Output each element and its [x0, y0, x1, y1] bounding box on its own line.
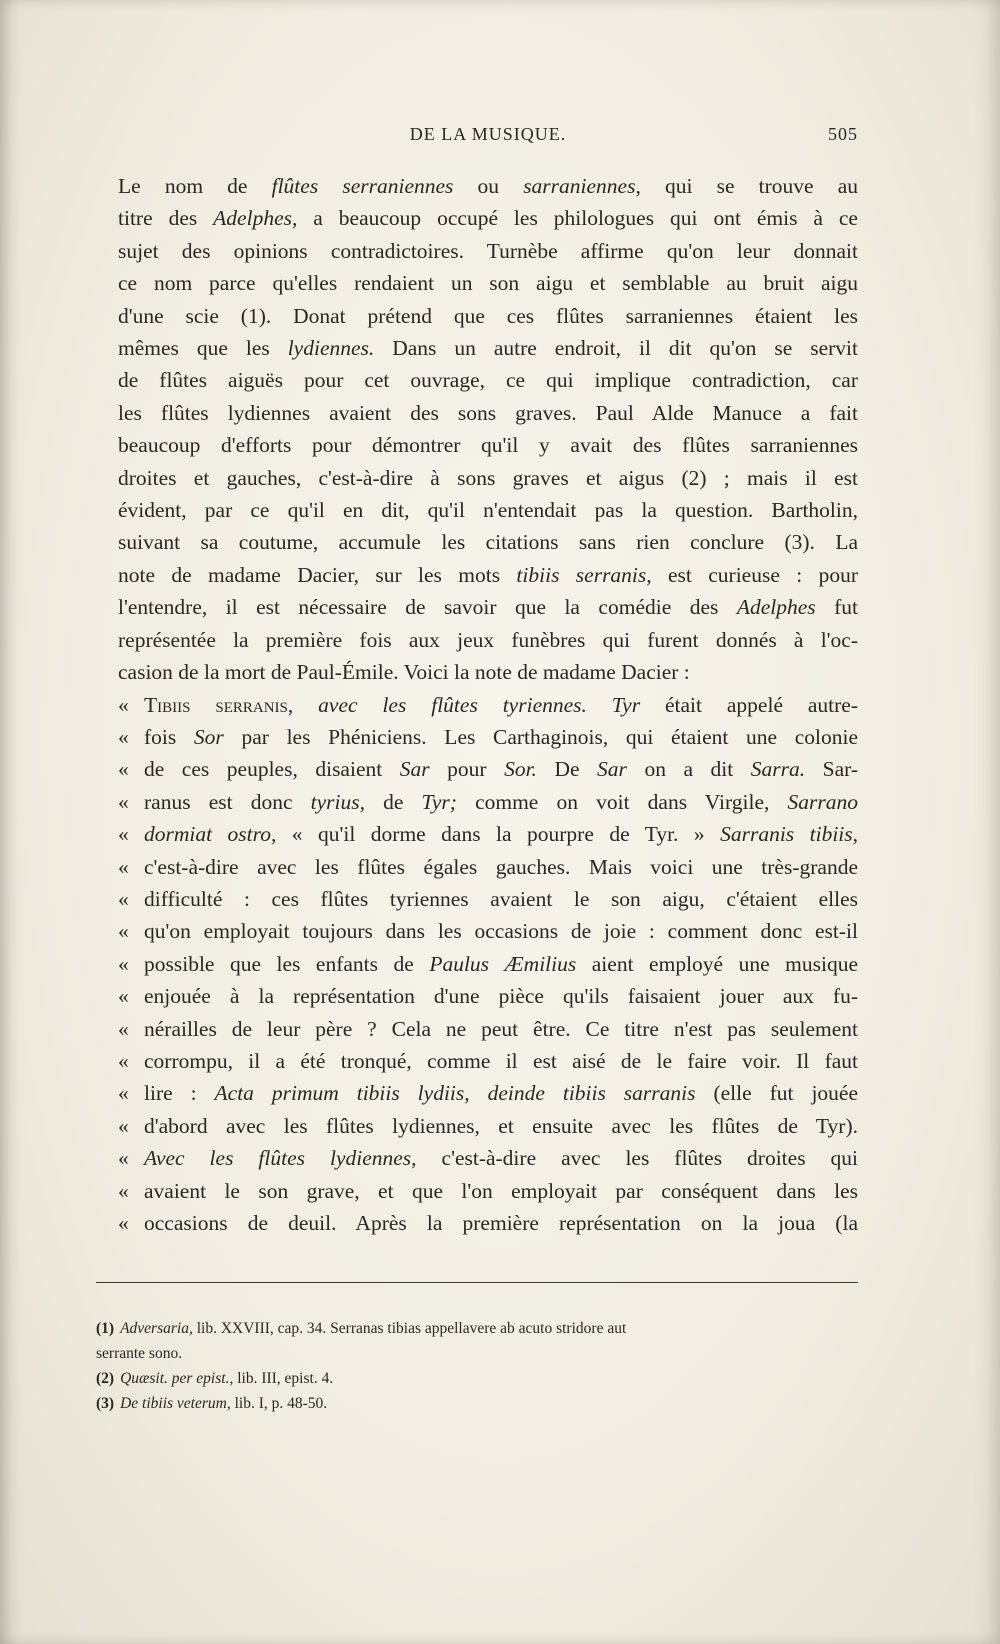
text-run: aient employé une musique [576, 951, 859, 976]
quote-mark: « [118, 1211, 129, 1235]
text-run: Tibiis serranis, [144, 692, 294, 717]
text-run: « qu'il dorme dans la pourpre de Tyr. » [276, 822, 721, 847]
quote-mark: « [118, 1113, 129, 1138]
text-run: est curieuse : pour [651, 562, 858, 587]
text-run: difficulté : ces flûtes tyriennes avaient le son aigu, c'étaient elles [144, 886, 858, 911]
quote-mark: « [118, 1081, 129, 1106]
text-line [118, 526, 858, 558]
quote-mark: « [118, 1178, 129, 1203]
quote-mark: « [118, 692, 129, 717]
text-run: mêmes que les [118, 336, 288, 361]
text-run: représentée la première fois aux jeux funèbres qui furent donnés à l'oc- [118, 627, 858, 652]
text-run: fois [144, 724, 194, 749]
text-run: Sar- [805, 757, 858, 782]
italic-text: Sarra. [750, 757, 806, 782]
text-run: était appelé autre- [640, 692, 859, 717]
text-run: ranus est donc [144, 789, 311, 814]
quote-mark: « [118, 822, 129, 847]
text-line [118, 591, 858, 623]
quote-mark: « [118, 1016, 129, 1041]
italic-text: tyrius, [310, 789, 365, 814]
footnote [96, 1341, 858, 1366]
italic-text: Sarranis tibiis, [720, 822, 859, 847]
body-text [118, 170, 858, 1239]
italic-text: Quæsit. per epist., [120, 1370, 234, 1387]
quoted-text-line [118, 1110, 858, 1142]
italic-text: dormiat ostro, [144, 822, 277, 847]
quoted-text-line [118, 1175, 858, 1207]
footnotes [96, 1316, 858, 1416]
text-run: occasions de deuil. Après la première représentation on la joua (la [144, 1211, 858, 1235]
text-run: de flûtes aiguës pour cet ouvrage, ce qui implique contradiction, car [118, 368, 858, 393]
quote-mark: « [118, 724, 129, 749]
text-run: nérailles de leur père ? Cela ne peut être. Ce titre n'est pas seulement [144, 1016, 858, 1041]
text-run: pour [429, 757, 505, 782]
page-number: 505 [828, 124, 858, 144]
text-run: c'est-à-dire avec les flûtes égales gauches. Mais voici une très-grande [144, 854, 858, 879]
text-line [118, 429, 858, 461]
italic-text: avec les flûtes tyriennes. Tyr [318, 692, 641, 717]
text-line [118, 624, 858, 656]
italic-text: tibiis serranis, [516, 562, 652, 587]
text-run: avaient le son grave, et que l'on employait par conséquent dans les [144, 1178, 858, 1203]
text-line [118, 170, 858, 202]
italic-text: Sarrano [787, 789, 858, 814]
text-line [118, 656, 858, 688]
italic-text: Acta primum tibiis lydiis, deinde tibiis sarranis [214, 1081, 696, 1106]
text-run: a beaucoup occupé les philologues qui ont émis à ce [297, 206, 858, 231]
italic-text: Adelphes, [213, 206, 298, 231]
quoted-text-line [118, 948, 858, 980]
italic-text: lydiennes. [287, 336, 375, 361]
footnote-marker: (3) [96, 1395, 115, 1412]
text-run: on a dit [626, 757, 751, 782]
text-line [118, 364, 858, 396]
running-head: DE LA MUSIQUE. [409, 124, 567, 144]
text-run: Le nom de [118, 174, 272, 198]
text-run: ce nom parce qu'elles rendaient un son aigu et semblable au bruit aigu [118, 271, 858, 296]
quoted-text-line [118, 1013, 858, 1045]
text-run: serrante sono. [96, 1345, 183, 1362]
italic-text: Adelphes [736, 595, 816, 620]
text-run: note de madame Dacier, sur les mots [118, 562, 517, 587]
text-run: casion de la mort de Paul-Émile. Voici la note de madame Dacier : [118, 660, 690, 685]
text-run: l'entendre, il est nécessaire de savoir que la comédie des [118, 595, 737, 620]
quote-mark: « [118, 984, 129, 1009]
text-run: droites et gauches, c'est-à-dire à sons graves et aigus (2) ; mais il est [118, 465, 858, 490]
text-run: comme on voit dans Virgile, [456, 789, 788, 814]
quoted-text-line [118, 1045, 858, 1077]
quoted-text-line [118, 851, 858, 883]
text-run: suivant sa coutume, accumule les citations sans rien conclure (3). La [118, 530, 858, 555]
quoted-text-line [118, 689, 858, 721]
text-line [118, 202, 858, 234]
quote-mark: « [118, 789, 129, 814]
italic-text: flûtes serraniennes [271, 174, 454, 198]
quoted-text-line [118, 753, 858, 785]
italic-text: Sor [193, 724, 224, 749]
quote-mark: « [118, 1146, 129, 1171]
footnote-rule [96, 1282, 858, 1283]
text-run: enjouée à la représentation d'une pièce qu'ils faisaient jouer aux fu- [144, 984, 858, 1009]
text-run: sujet des opinions contradictoires. Turnèbe affirme qu'on leur donnait [118, 238, 858, 263]
italic-text: Adversaria, [120, 1320, 193, 1337]
footnote [96, 1391, 858, 1416]
quote-mark: « [118, 919, 129, 944]
footnote [96, 1316, 858, 1341]
text-line [118, 235, 858, 267]
text-run: titre des [118, 206, 214, 231]
text-run: évident, par ce qu'il en dit, qu'il n'entendait pas la question. Bartholin, [118, 498, 858, 523]
italic-text: Sor. [504, 757, 537, 782]
italic-text: sarraniennes [523, 174, 636, 198]
text-line [118, 300, 858, 332]
text-run: les flûtes lydiennes avaient des sons graves. Paul Alde Manuce a fait [118, 400, 858, 425]
quote-mark: « [118, 886, 129, 911]
page-header [118, 124, 858, 152]
italic-text: De tibiis veterum, [120, 1395, 231, 1412]
text-run: c'est-à-dire avec les flûtes droites qui [416, 1146, 859, 1171]
text-run: de [364, 789, 422, 814]
quoted-text-line [118, 1077, 858, 1109]
text-line [118, 559, 858, 591]
text-run: Dans un autre endroit, il dit qu'on se servit [374, 336, 859, 361]
text-run: possible que les enfants de [144, 951, 430, 976]
text-line [118, 397, 858, 429]
quote-mark: « [118, 757, 129, 782]
text-run: ou [453, 174, 524, 198]
quoted-text-line [118, 915, 858, 947]
text-line [118, 332, 858, 364]
text-run [293, 693, 318, 717]
quote-mark: « [118, 854, 129, 879]
italic-text: Paulus Æmilius [429, 951, 577, 976]
quoted-text-line [118, 1142, 858, 1174]
text-line [118, 494, 858, 526]
italic-text: Avec les flûtes lydiennes, [144, 1146, 417, 1171]
quoted-text-line [118, 1207, 858, 1239]
quote-mark: « [118, 951, 129, 976]
text-run: (elle fut jouée [695, 1081, 859, 1106]
quoted-text-line [118, 980, 858, 1012]
italic-text: Sar [399, 757, 430, 782]
text-run: , qui se trouve au [635, 174, 858, 198]
text-line [118, 462, 858, 494]
footnote-marker: (2) [96, 1370, 115, 1387]
text-line [118, 267, 858, 299]
italic-text: Tyr; [421, 789, 457, 814]
text-run: de ces peuples, disaient [144, 757, 400, 782]
footnote [96, 1366, 858, 1391]
quoted-text-line [118, 721, 858, 753]
text-run: par les Phéniciens. Les Carthaginois, qui étaient une colonie [223, 724, 859, 749]
text-run: lire : [144, 1081, 215, 1106]
text-run: lib. XXVIII, cap. 34. Serranas tibias appellavere ab acuto stridore aut [192, 1320, 627, 1337]
quoted-text-line [118, 883, 858, 915]
quoted-text-line [118, 818, 858, 850]
text-run: beaucoup d'efforts pour démontrer qu'il y avait des flûtes sarraniennes [118, 433, 858, 458]
text-run: d'une scie (1). Donat prétend que ces flûtes sarraniennes étaient les [118, 303, 858, 328]
footnote-marker: (1) [96, 1320, 115, 1337]
text-run: De [536, 757, 598, 782]
text-run: corrompu, il a été tronqué, comme il est aisé de le faire voir. Il faut [144, 1048, 858, 1073]
text-run: fut [815, 595, 858, 620]
quoted-text-line [118, 786, 858, 818]
quote-mark: « [118, 1048, 129, 1073]
italic-text: Sar [597, 757, 627, 782]
text-run: qu'on employait toujours dans les occasions de joie : comment donc est-il [144, 919, 858, 944]
text-run: lib. III, epist. 4. [233, 1370, 334, 1387]
text-run: lib. I, p. 48-50. [230, 1395, 328, 1412]
text-run: d'abord avec les flûtes lydiennes, et ensuite avec les flûtes de Tyr). [144, 1113, 858, 1138]
